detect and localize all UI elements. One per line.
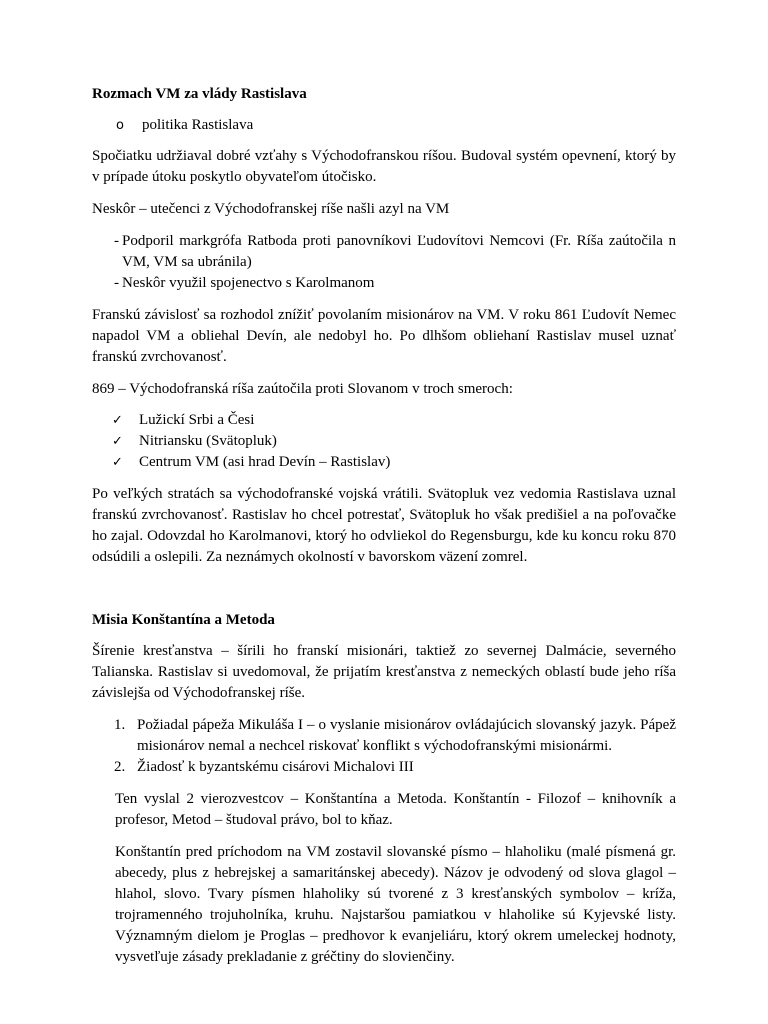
checkmark-icon: ✓ xyxy=(112,413,123,428)
list-item xyxy=(92,115,676,136)
circle-bullet-list xyxy=(92,115,676,136)
paragraph: Spočiatku udržiaval dobré vzťahy s Východofranskou ríšou. Budoval systém opevnení, ktorý by v prípade útoku poskytlo obyvateľom útočisko. xyxy=(92,148,676,185)
section-heading-misia: Misia Konštantína a Metoda xyxy=(92,612,275,628)
list-item xyxy=(92,231,676,273)
circle-bullet-icon: o xyxy=(116,118,124,133)
paragraph: Ten vyslal 2 vierozvestcov – Konštantína a Metoda. Konštantín - Filozof – knihovník a profesor, Metod – študoval právo, bol to kňaz. xyxy=(115,791,676,828)
list-item xyxy=(92,452,676,473)
dash-bullet-icon: - xyxy=(114,233,119,249)
check-list xyxy=(92,410,676,473)
list-item-text: Neskôr využil spojenectvo s Karolmanom xyxy=(122,275,375,291)
list-item xyxy=(92,273,676,294)
list-item-text: Lužickí Srbi a Česi xyxy=(139,412,255,428)
list-item-text: Nitriansku (Svätopluk) xyxy=(139,433,277,449)
checkmark-icon: ✓ xyxy=(112,455,123,470)
paragraph: Konštantín pred príchodom na VM zostavil slovanské písmo – hlaholiku (malé písmená gr. abecedy, plus z hebrejskej a samaritánskej abecedy). Názov je odvodený od slova glagol – hlahol, slovo. Tvary písmen hlaholiky sú tvorené z 3 kresťanských symbolov – kríža, trojramenného trojuholníka, kruhu. Najstaršou pamiatkou v hlaholike sú Kyjevské listy. Významným dielom je Proglas – predhovor k evanjeliáru, ktorý okrem umeleckej hodnoty, vysvetľuje zásady prekladanie z gréčtiny do slovienčiny. xyxy=(115,844,676,965)
list-item-text: Podporil markgrófa Ratboda proti panovníkovi Ľudovítovi Nemcovi (Fr. Ríša zaútočila n VM, VM sa ubránila) xyxy=(122,233,676,270)
list-item-text: Požiadal pápeža Mikuláša I – o vyslanie misionárov ovládajúcich slovanský jazyk. Pápež misionárov nemal a nechcel riskovať konflikt s východofranskými misionármi. xyxy=(137,717,676,754)
list-item-text: politika Rastislava xyxy=(142,117,254,133)
list-number: 2. xyxy=(114,759,126,775)
list-item xyxy=(114,757,676,778)
list-item-text: Centrum VM (asi hrad Devín – Rastislav) xyxy=(139,454,391,470)
dash-list xyxy=(92,231,676,294)
list-item xyxy=(114,715,676,757)
numbered-list xyxy=(92,715,676,778)
list-item xyxy=(92,410,676,431)
paragraph: 869 – Východofranská ríša zaútočila proti Slovanom v troch smeroch: xyxy=(92,381,513,397)
list-item xyxy=(92,431,676,452)
document-body xyxy=(92,84,676,968)
paragraph: Franskú závislosť sa rozhodol znížiť povolaním misionárov na VM. V roku 861 Ľudovít Nemec napadol VM a obliehal Devín, ale nedobyl ho. Po dlhšom obliehaní Rastislav musel uznať franskú zvrchovanosť. xyxy=(92,307,676,365)
dash-bullet-icon: - xyxy=(114,275,119,291)
section-heading-rozmach: Rozmach VM za vlády Rastislava xyxy=(92,86,307,102)
paragraph: Neskôr – utečenci z Východofranskej ríše našli azyl na VM xyxy=(92,201,450,217)
list-number: 1. xyxy=(114,717,126,733)
paragraph: Po veľkých stratách sa východofranské vojská vrátili. Svätopluk vez vedomia Rastislava uznal franskú zvrchovanosť. Rastislav ho chcel potrestať, Svätopluk ho však predišiel a na poľovačke ho zajal. Odovzdal ho Karolmanovi, ktorý ho odvliekol do Regensburgu, kde ku koncu roku 870 odsúdili a oslepili. Za neznámych okolností v bavorskom väzení zomrel. xyxy=(92,486,676,565)
paragraph: Šírenie kresťanstva – šírili ho franskí misionári, taktiež zo severnej Dalmácie, severného Talianska. Rastislav si uvedomoval, že prijatím kresťanstva z nemeckých oblastí bude jeho ríša závislejša od Východofranskej ríše. xyxy=(92,643,676,701)
list-item-text: Žiadosť k byzantskému cisárovi Michalovi III xyxy=(137,759,414,775)
checkmark-icon: ✓ xyxy=(112,434,123,449)
